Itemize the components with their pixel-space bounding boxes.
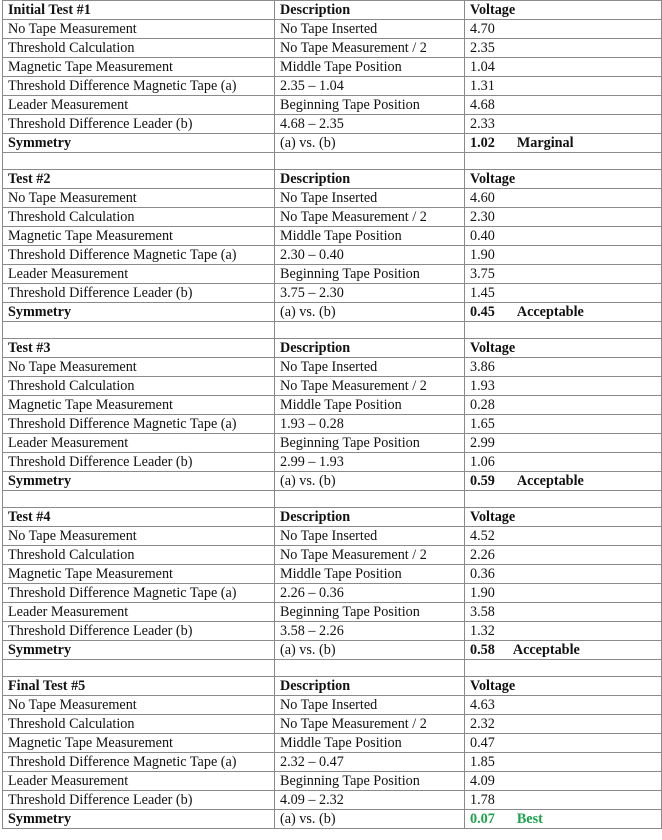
table-row bbox=[3, 753, 662, 772]
test-title: Final Test #5 bbox=[3, 677, 275, 696]
measurement-voltage: 4.52 bbox=[465, 527, 662, 546]
symmetry-row bbox=[3, 641, 662, 660]
table-row bbox=[3, 546, 662, 565]
measurement-description: No Tape Inserted bbox=[275, 358, 465, 377]
measurement-label: No Tape Measurement bbox=[3, 696, 275, 715]
measurement-description: No Tape Measurement / 2 bbox=[275, 715, 465, 734]
symmetry-label: Symmetry bbox=[3, 472, 275, 491]
measurement-label: Threshold Difference Magnetic Tape (a) bbox=[3, 415, 275, 434]
symmetry-row bbox=[3, 472, 662, 491]
symmetry-result bbox=[465, 810, 662, 829]
table-row bbox=[3, 584, 662, 603]
description-header: Description bbox=[275, 1, 465, 20]
measurement-voltage: 0.47 bbox=[465, 734, 662, 753]
measurement-description: 2.26 – 0.36 bbox=[275, 584, 465, 603]
measurement-voltage: 1.04 bbox=[465, 58, 662, 77]
table-row bbox=[3, 791, 662, 810]
measurement-voltage: 1.32 bbox=[465, 622, 662, 641]
table-row bbox=[3, 115, 662, 134]
measurement-voltage: 4.70 bbox=[465, 20, 662, 39]
measurement-label: Threshold Calculation bbox=[3, 208, 275, 227]
symmetry-label: Symmetry bbox=[3, 134, 275, 153]
measurement-label: Threshold Difference Magnetic Tape (a) bbox=[3, 753, 275, 772]
table-row bbox=[3, 246, 662, 265]
measurement-voltage: 1.31 bbox=[465, 77, 662, 96]
table-row bbox=[3, 453, 662, 472]
measurement-voltage: 1.90 bbox=[465, 246, 662, 265]
table-row bbox=[3, 377, 662, 396]
measurement-description: 4.09 – 2.32 bbox=[275, 791, 465, 810]
measurement-description: Middle Tape Position bbox=[275, 227, 465, 246]
measurement-description: No Tape Inserted bbox=[275, 527, 465, 546]
symmetry-result bbox=[465, 134, 662, 153]
symmetry-value: 0.07 bbox=[470, 811, 495, 827]
measurement-label: Threshold Calculation bbox=[3, 546, 275, 565]
symmetry-value: 0.45 bbox=[470, 304, 495, 320]
measurement-description: No Tape Measurement / 2 bbox=[275, 546, 465, 565]
symmetry-rating: Marginal bbox=[516, 135, 574, 151]
symmetry-row bbox=[3, 303, 662, 322]
measurement-voltage: 3.86 bbox=[465, 358, 662, 377]
measurement-label: Threshold Calculation bbox=[3, 39, 275, 58]
measurement-voltage: 1.85 bbox=[465, 753, 662, 772]
symmetry-result bbox=[465, 641, 662, 660]
table-row bbox=[3, 20, 662, 39]
measurement-description: Beginning Tape Position bbox=[275, 96, 465, 115]
measurement-label: Magnetic Tape Measurement bbox=[3, 734, 275, 753]
measurement-voltage: 1.90 bbox=[465, 584, 662, 603]
measurement-label: Threshold Difference Magnetic Tape (a) bbox=[3, 584, 275, 603]
measurement-voltage: 1.65 bbox=[465, 415, 662, 434]
measurement-description: 2.35 – 1.04 bbox=[275, 77, 465, 96]
table-row bbox=[3, 58, 662, 77]
test-title: Test #4 bbox=[3, 508, 275, 527]
symmetry-result bbox=[465, 472, 662, 491]
table-row bbox=[3, 434, 662, 453]
measurement-voltage: 2.33 bbox=[465, 115, 662, 134]
spacer-row bbox=[3, 153, 662, 170]
table-row bbox=[3, 358, 662, 377]
measurement-description: No Tape Inserted bbox=[275, 696, 465, 715]
voltage-header: Voltage bbox=[465, 339, 662, 358]
measurement-description: 3.58 – 2.26 bbox=[275, 622, 465, 641]
symmetry-label: Symmetry bbox=[3, 303, 275, 322]
table-row bbox=[3, 39, 662, 58]
measurement-voltage: 2.30 bbox=[465, 208, 662, 227]
symmetry-description: (a) vs. (b) bbox=[275, 134, 465, 153]
measurement-label: Leader Measurement bbox=[3, 434, 275, 453]
measurement-voltage: 4.68 bbox=[465, 96, 662, 115]
symmetry-row bbox=[3, 134, 662, 153]
table-row bbox=[3, 96, 662, 115]
table-row bbox=[3, 284, 662, 303]
description-header: Description bbox=[275, 508, 465, 527]
symmetry-row bbox=[3, 810, 662, 829]
test-header-row bbox=[3, 508, 662, 527]
measurement-label: Leader Measurement bbox=[3, 772, 275, 791]
description-header: Description bbox=[275, 677, 465, 696]
test-header-row bbox=[3, 1, 662, 20]
measurement-label: Magnetic Tape Measurement bbox=[3, 396, 275, 415]
measurement-label: Magnetic Tape Measurement bbox=[3, 565, 275, 584]
measurement-description: No Tape Measurement / 2 bbox=[275, 39, 465, 58]
symmetry-description: (a) vs. (b) bbox=[275, 303, 465, 322]
description-header: Description bbox=[275, 170, 465, 189]
measurement-label: Threshold Difference Leader (b) bbox=[3, 284, 275, 303]
table-row bbox=[3, 622, 662, 641]
measurement-label: Threshold Calculation bbox=[3, 715, 275, 734]
test-title: Initial Test #1 bbox=[3, 1, 275, 20]
measurement-description: Beginning Tape Position bbox=[275, 603, 465, 622]
measurement-description: 4.68 – 2.35 bbox=[275, 115, 465, 134]
measurement-voltage: 2.32 bbox=[465, 715, 662, 734]
measurement-voltage: 4.09 bbox=[465, 772, 662, 791]
test-title: Test #3 bbox=[3, 339, 275, 358]
measurement-label: Magnetic Tape Measurement bbox=[3, 227, 275, 246]
table-row bbox=[3, 415, 662, 434]
measurement-voltage: 1.45 bbox=[465, 284, 662, 303]
measurement-description: 2.32 – 0.47 bbox=[275, 753, 465, 772]
measurement-voltage: 2.35 bbox=[465, 39, 662, 58]
measurement-voltage: 0.28 bbox=[465, 396, 662, 415]
table-row bbox=[3, 603, 662, 622]
measurement-description: No Tape Inserted bbox=[275, 20, 465, 39]
symmetry-label: Symmetry bbox=[3, 810, 275, 829]
measurement-label: Threshold Difference Magnetic Tape (a) bbox=[3, 77, 275, 96]
table-row bbox=[3, 227, 662, 246]
symmetry-rating: Acceptable bbox=[516, 473, 584, 489]
measurement-description: Middle Tape Position bbox=[275, 396, 465, 415]
table-row bbox=[3, 696, 662, 715]
measurement-label: Threshold Calculation bbox=[3, 377, 275, 396]
voltage-header: Voltage bbox=[465, 1, 662, 20]
measurement-voltage: 2.99 bbox=[465, 434, 662, 453]
measurement-voltage: 3.58 bbox=[465, 603, 662, 622]
measurement-label: Threshold Difference Leader (b) bbox=[3, 115, 275, 134]
measurement-voltage: 1.06 bbox=[465, 453, 662, 472]
measurement-voltage: 4.63 bbox=[465, 696, 662, 715]
measurement-description: 1.93 – 0.28 bbox=[275, 415, 465, 434]
measurement-label: Leader Measurement bbox=[3, 265, 275, 284]
table-row bbox=[3, 772, 662, 791]
measurement-label: Leader Measurement bbox=[3, 603, 275, 622]
test-results-table bbox=[2, 0, 662, 829]
voltage-header: Voltage bbox=[465, 677, 662, 696]
measurement-description: No Tape Measurement / 2 bbox=[275, 208, 465, 227]
table-row bbox=[3, 527, 662, 546]
measurement-voltage: 2.26 bbox=[465, 546, 662, 565]
measurement-voltage: 1.78 bbox=[465, 791, 662, 810]
symmetry-description: (a) vs. (b) bbox=[275, 472, 465, 491]
measurement-label: Leader Measurement bbox=[3, 96, 275, 115]
table-row bbox=[3, 208, 662, 227]
voltage-header: Voltage bbox=[465, 508, 662, 527]
measurement-description: 2.30 – 0.40 bbox=[275, 246, 465, 265]
measurement-description: Beginning Tape Position bbox=[275, 265, 465, 284]
symmetry-rating: Acceptable bbox=[516, 304, 584, 320]
measurement-voltage: 3.75 bbox=[465, 265, 662, 284]
symmetry-value: 0.58 bbox=[470, 642, 495, 658]
test-title: Test #2 bbox=[3, 170, 275, 189]
measurement-description: 3.75 – 2.30 bbox=[275, 284, 465, 303]
measurement-voltage: 0.40 bbox=[465, 227, 662, 246]
symmetry-description: (a) vs. (b) bbox=[275, 810, 465, 829]
symmetry-rating: Best bbox=[516, 811, 543, 827]
measurement-label: Threshold Difference Leader (b) bbox=[3, 791, 275, 810]
table-row bbox=[3, 189, 662, 208]
spacer-row bbox=[3, 660, 662, 677]
measurement-description: Middle Tape Position bbox=[275, 58, 465, 77]
measurement-label: Threshold Difference Magnetic Tape (a) bbox=[3, 246, 275, 265]
symmetry-description: (a) vs. (b) bbox=[275, 641, 465, 660]
table-row bbox=[3, 396, 662, 415]
voltage-header: Voltage bbox=[465, 170, 662, 189]
measurement-label: Magnetic Tape Measurement bbox=[3, 58, 275, 77]
measurement-voltage: 4.60 bbox=[465, 189, 662, 208]
spacer-row bbox=[3, 322, 662, 339]
spacer-row bbox=[3, 491, 662, 508]
table-row bbox=[3, 734, 662, 753]
measurement-description: No Tape Measurement / 2 bbox=[275, 377, 465, 396]
measurement-label: No Tape Measurement bbox=[3, 358, 275, 377]
symmetry-rating: Acceptable bbox=[512, 642, 580, 658]
symmetry-result bbox=[465, 303, 662, 322]
symmetry-value: 0.59 bbox=[470, 473, 495, 489]
table-row bbox=[3, 715, 662, 734]
table-row bbox=[3, 77, 662, 96]
symmetry-value: 1.02 bbox=[470, 135, 495, 151]
table-row bbox=[3, 565, 662, 584]
table-row bbox=[3, 265, 662, 284]
measurement-description: No Tape Inserted bbox=[275, 189, 465, 208]
description-header: Description bbox=[275, 339, 465, 358]
test-header-row bbox=[3, 677, 662, 696]
test-header-row bbox=[3, 170, 662, 189]
measurement-label: Threshold Difference Leader (b) bbox=[3, 622, 275, 641]
measurement-description: Middle Tape Position bbox=[275, 565, 465, 584]
measurement-description: Beginning Tape Position bbox=[275, 772, 465, 791]
measurement-description: Beginning Tape Position bbox=[275, 434, 465, 453]
measurement-label: No Tape Measurement bbox=[3, 20, 275, 39]
measurement-label: Threshold Difference Leader (b) bbox=[3, 453, 275, 472]
measurement-label: No Tape Measurement bbox=[3, 189, 275, 208]
measurement-description: Middle Tape Position bbox=[275, 734, 465, 753]
symmetry-label: Symmetry bbox=[3, 641, 275, 660]
measurement-label: No Tape Measurement bbox=[3, 527, 275, 546]
measurement-voltage: 1.93 bbox=[465, 377, 662, 396]
test-header-row bbox=[3, 339, 662, 358]
measurement-description: 2.99 – 1.93 bbox=[275, 453, 465, 472]
measurement-voltage: 0.36 bbox=[465, 565, 662, 584]
